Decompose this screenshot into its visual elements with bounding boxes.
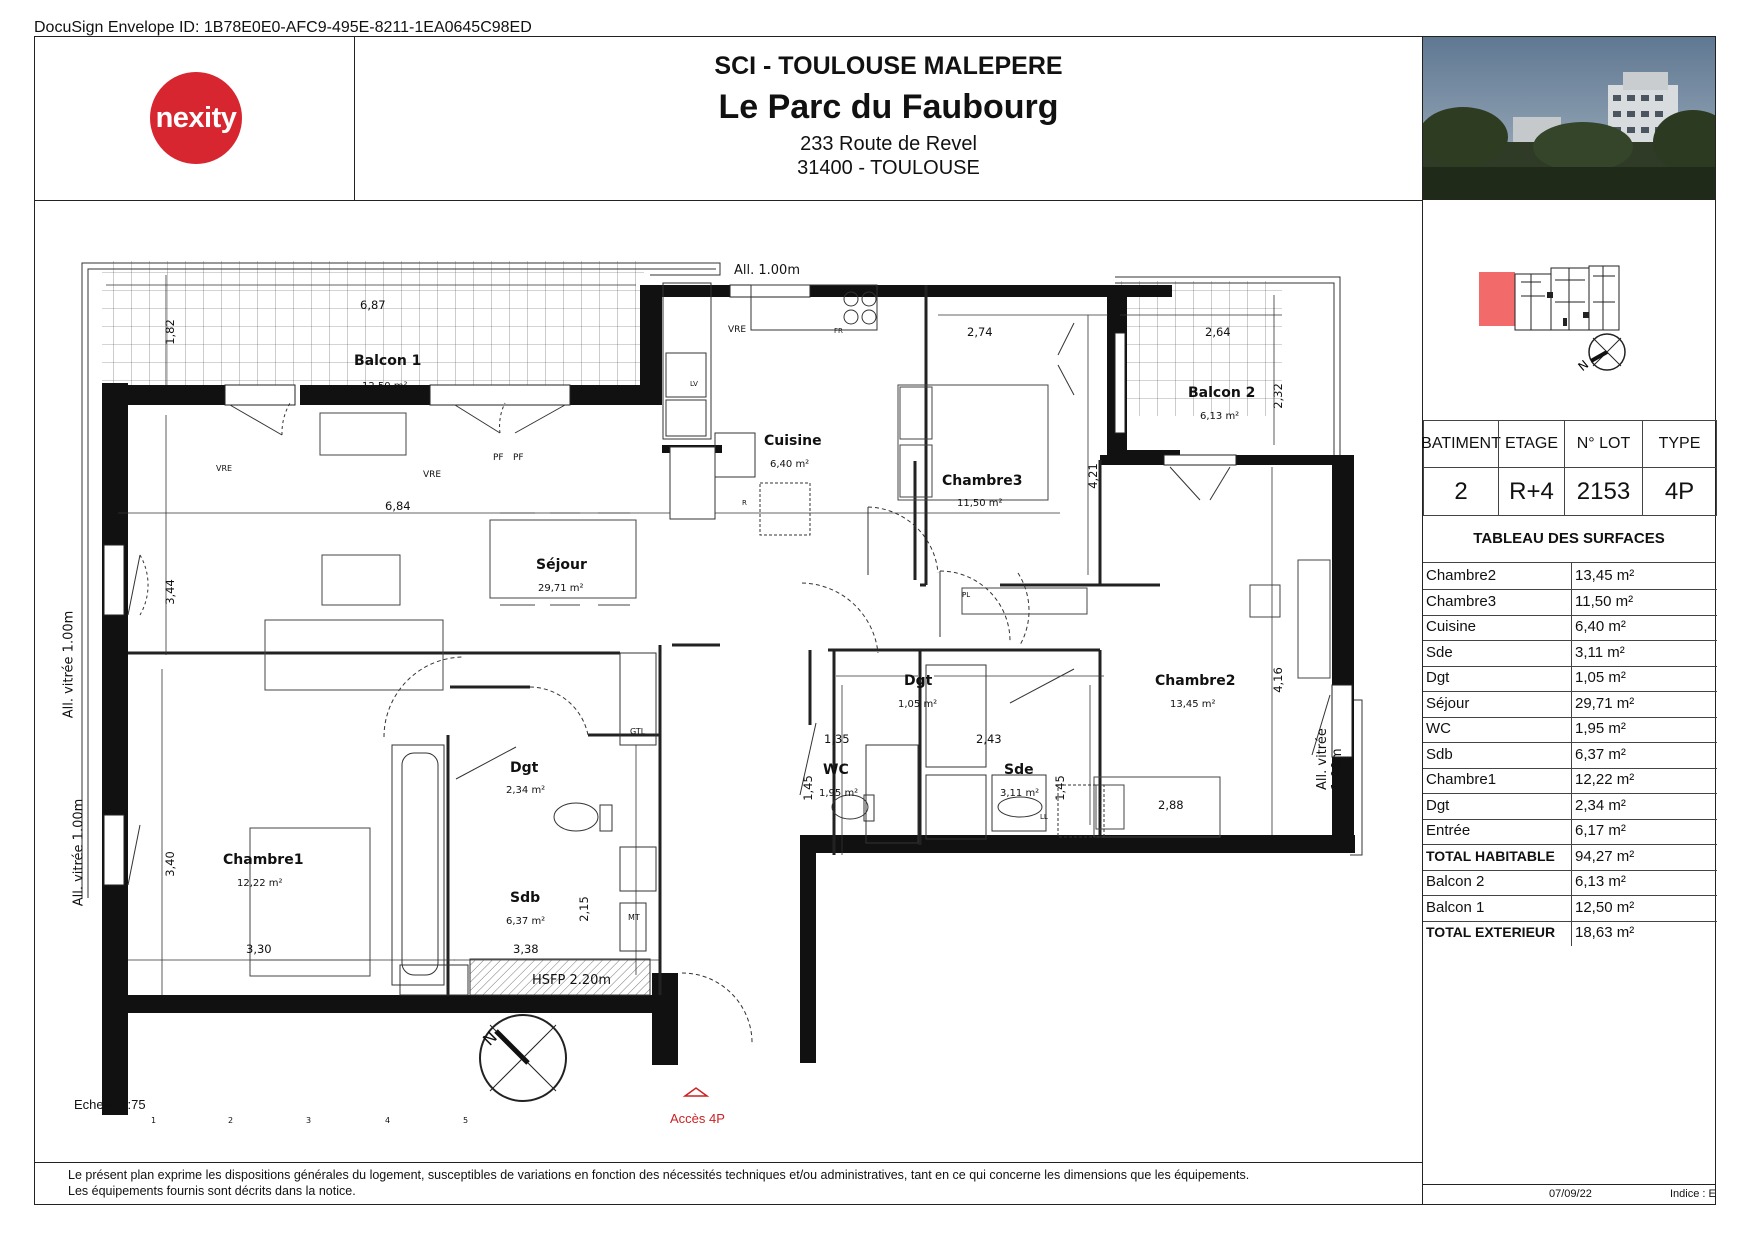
surface-name: Cuisine	[1426, 618, 1477, 635]
dim-label: 1,45	[800, 775, 815, 801]
lot-header-etage: ETAGE	[1498, 420, 1565, 468]
surface-row	[1423, 563, 1717, 590]
surface-row	[1423, 716, 1717, 743]
surface-name: Chambre1	[1426, 771, 1497, 788]
railing-label-top: All. 1.00m	[734, 263, 800, 278]
dim-label: 3,30	[246, 942, 272, 956]
surface-name: Dgt	[1426, 669, 1450, 686]
lot-header-batiment: BATIMENT	[1423, 420, 1499, 468]
surface-name: Sdb	[1426, 746, 1453, 763]
access-label: Accès 4P	[670, 1111, 725, 1126]
surface-name: Chambre3	[1426, 593, 1497, 610]
north-label: N	[479, 1027, 501, 1050]
room-area-chambre1: 12,22 m²	[237, 878, 283, 889]
surface-row	[1423, 793, 1717, 820]
surface-total-row	[1423, 920, 1717, 946]
surface-value: 2,34 m²	[1575, 797, 1626, 814]
bathroom-fixtures	[392, 653, 1104, 995]
dim-label: 1,82	[162, 319, 177, 345]
surface-row	[1423, 767, 1717, 794]
room-area-sde: 3,11 m²	[1000, 788, 1040, 799]
dim-label: 6,84	[385, 499, 411, 513]
hsfp-label: HSFP 2.20m	[532, 973, 612, 988]
surface-row	[1423, 895, 1717, 922]
dim-label: 4,21	[1085, 463, 1100, 489]
scale-tick: 2	[228, 1116, 234, 1125]
dim-label: 2,15	[576, 896, 591, 922]
room-name-sejour: Séjour	[536, 557, 587, 573]
program-title: Le Parc du Faubourg	[718, 88, 1059, 126]
room-name-sdb: Sdb	[510, 890, 541, 906]
legal-divider	[34, 1162, 1423, 1163]
scale-tick: 4	[385, 1116, 391, 1125]
vre-label: VRE	[728, 325, 747, 335]
surface-name: TOTAL HABITABLE	[1426, 848, 1555, 864]
lot-value-lot: 2153	[1564, 467, 1643, 516]
dim-label: 2,43	[976, 732, 1002, 746]
surface-row	[1423, 691, 1717, 718]
room-area-chambre3: 11,50 m²	[957, 498, 1003, 509]
surface-value: 12,50 m²	[1575, 899, 1635, 916]
surface-value: 29,71 m²	[1575, 695, 1635, 712]
dim-label: 2,64	[1205, 325, 1231, 339]
r-label: R	[742, 499, 747, 507]
legal-notice-line2: Les équipements fournis sont décrits dans la notice.	[68, 1184, 356, 1198]
access-icon	[685, 1088, 707, 1096]
footer-divider	[1423, 1184, 1716, 1185]
surface-name: Chambre2	[1426, 567, 1497, 584]
svg-text:N: N	[1575, 357, 1592, 372]
kitchen-appliances	[663, 283, 877, 535]
room-name-chambre3: Chambre3	[942, 473, 1023, 489]
room-name-sde: Sde	[1004, 762, 1034, 778]
surface-row	[1423, 665, 1717, 692]
lot-value-batiment: 2	[1423, 467, 1499, 516]
room-area-sdb: 6,37 m²	[506, 916, 546, 927]
pl-label: PL	[962, 591, 971, 599]
railing-label-right: All. vitrée 1.00m	[1315, 728, 1345, 790]
surface-row	[1423, 614, 1717, 641]
pf-label: PF	[513, 453, 524, 463]
surface-total-row	[1423, 844, 1717, 871]
surface-name: TOTAL EXTERIEUR	[1426, 924, 1556, 940]
room-name-wc: WC	[823, 762, 849, 778]
surface-value: 3,11 m²	[1575, 644, 1625, 661]
legal-notice-line1: Le présent plan exprime les dispositions générales du logement, susceptibles de variations en fonction des nécessités techniques et/ou administratives, tant en ce qui concerne les dimensions que les équipements.	[68, 1168, 1250, 1182]
railing-label-left: All. vitrée 1.00m	[71, 798, 87, 907]
north-arrow	[480, 1015, 566, 1101]
room-name-balcon2: Balcon 2	[1188, 385, 1256, 401]
envelope-id: DocuSign Envelope ID: 1B78E0E0-AFC9-495E-8211-1EA0645C98ED	[34, 19, 532, 36]
plan-date: 07/09/22	[1549, 1188, 1592, 1200]
surface-value: 6,17 m²	[1575, 822, 1626, 839]
plan-indice: Indice : E	[1670, 1188, 1716, 1200]
dim-label: 4,16	[1270, 667, 1285, 693]
mt-label: MT	[628, 913, 640, 922]
surface-name: Sde	[1426, 644, 1453, 661]
ll-label: LL	[1040, 813, 1048, 821]
surface-name: Dgt	[1426, 797, 1450, 814]
pf-label: PF	[493, 453, 504, 463]
gtl-label: GTL	[630, 727, 646, 736]
room-area-wc: 1,95 m²	[819, 788, 859, 799]
surface-name: WC	[1426, 720, 1451, 737]
dim-label: 1,35	[824, 732, 850, 746]
dim-label: 6,87	[360, 298, 386, 312]
building-rendering-image	[1423, 37, 1715, 200]
railing-label-left: All. vitrée 1.00m	[61, 610, 77, 719]
surface-row	[1423, 589, 1717, 616]
room-name-dgt2: Dgt	[510, 760, 539, 776]
surface-row	[1423, 869, 1717, 896]
lot-value-etage: R+4	[1498, 467, 1565, 516]
surface-value: 6,37 m²	[1575, 746, 1626, 763]
dim-label: 2,74	[967, 325, 993, 339]
header-divider	[34, 200, 1423, 201]
surface-value: 1,95 m²	[1575, 720, 1626, 737]
scale-tick: 3	[306, 1116, 312, 1125]
scale-tick: 5	[463, 1116, 469, 1125]
room-area-chambre2: 13,45 m²	[1170, 699, 1216, 710]
surface-name: Séjour	[1426, 695, 1470, 712]
scale-tick: 1	[151, 1116, 157, 1125]
lot-value-type: 4P	[1642, 467, 1717, 516]
lot-header-type: TYPE	[1642, 420, 1717, 468]
surface-value: 11,50 m²	[1575, 593, 1634, 610]
surface-value: 6,40 m²	[1575, 618, 1626, 635]
lot-header-lot: N° LOT	[1564, 420, 1643, 468]
dim-label: 3,38	[513, 942, 539, 956]
nexity-logo: nexity	[150, 72, 242, 164]
surface-value: 94,27 m²	[1575, 848, 1635, 865]
surface-value: 12,22 m²	[1575, 771, 1635, 788]
surface-value: 1,05 m²	[1575, 669, 1626, 686]
room-area-sejour: 29,71 m²	[538, 583, 584, 594]
room-area-balcon1: 12,50 m²	[362, 381, 408, 392]
surface-name: Entrée	[1426, 822, 1471, 839]
surface-value: 18,63 m²	[1575, 924, 1635, 941]
room-area-dgt2: 2,34 m²	[506, 785, 546, 796]
address-line-1: 233 Route de Revel	[800, 133, 977, 155]
room-area-cuisine: 6,40 m²	[770, 459, 810, 470]
dim-label: 2,32	[1270, 383, 1285, 409]
dim-label: 3,44	[162, 579, 177, 605]
room-name-chambre2: Chambre2	[1155, 673, 1236, 689]
vre-label: VRE	[423, 470, 442, 480]
room-name-chambre1: Chambre1	[223, 852, 304, 868]
surfaces-title: TABLEAU DES SURFACES	[1423, 515, 1715, 563]
fridge-label: FR	[834, 327, 843, 335]
room-name-cuisine: Cuisine	[764, 433, 822, 449]
room-area-balcon2: 6,13 m²	[1200, 411, 1240, 422]
surface-name: Balcon 2	[1426, 873, 1485, 890]
dim-label: 2,88	[1158, 798, 1184, 812]
surface-value: 13,45 m²	[1575, 567, 1635, 584]
surface-name: Balcon 1	[1426, 899, 1485, 916]
surface-row	[1423, 742, 1717, 769]
dishwasher-label: LV	[690, 380, 698, 388]
surface-row	[1423, 640, 1717, 667]
floor-plan	[60, 255, 1380, 1125]
building-key-plan	[1443, 262, 1633, 377]
room-name-balcon1: Balcon 1	[354, 353, 422, 369]
company-name: SCI - TOULOUSE MALEPERE	[714, 52, 1063, 80]
vre-label: VRE	[216, 464, 233, 473]
room-name-dgt: Dgt	[904, 673, 933, 689]
dim-label: 1,45	[1052, 775, 1067, 801]
room-area-dgt: 1,05 m²	[898, 699, 938, 710]
surface-value: 6,13 m²	[1575, 873, 1626, 890]
dim-label: 3,40	[162, 851, 177, 877]
address-line-2: 31400 - TOULOUSE	[797, 157, 980, 179]
scale-label: Echelle 1:75	[74, 1097, 146, 1112]
surface-row	[1423, 818, 1717, 845]
